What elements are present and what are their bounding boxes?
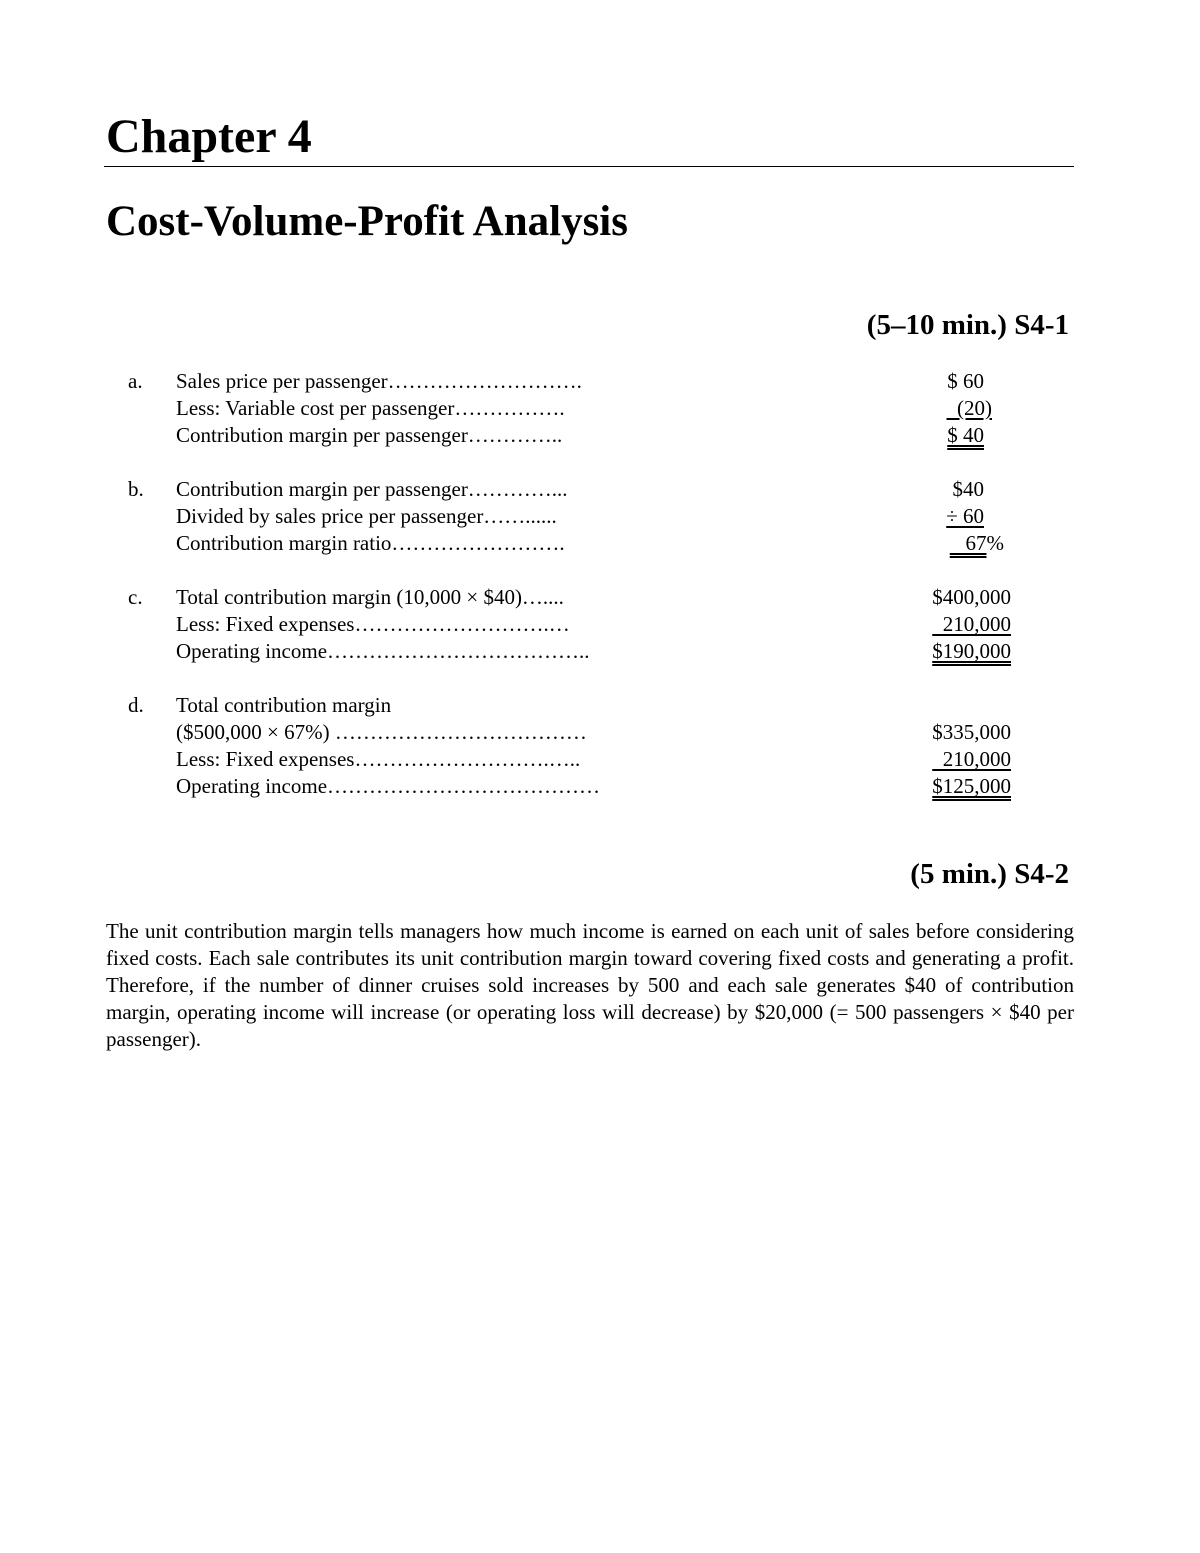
part-d-row-3 — [0, 746, 1200, 773]
row-label: Contribution margin per passenger………….. — [176, 423, 563, 447]
row-value: $400,000 — [932, 585, 1011, 609]
row-value: 67 — [949, 531, 987, 555]
row-value: $190,000 — [932, 639, 1011, 663]
title-rule — [104, 166, 1074, 167]
row-value: ÷ 60 — [946, 504, 984, 528]
row-label: Total contribution margin (10,000 × $40)….... — [176, 585, 564, 609]
row-label: Less: Fixed expenses……………………….….. — [176, 747, 581, 771]
part-letter: d. — [128, 693, 144, 717]
row-label: Less: Variable cost per passenger……………. — [176, 396, 565, 420]
exercise-heading-s4-1: (5–10 min.) S4-1 — [866, 309, 1069, 341]
part-a-row-2 — [0, 395, 1200, 422]
row-value: $335,000 — [932, 720, 1011, 744]
part-letter: b. — [128, 477, 144, 501]
part-letter: c. — [128, 585, 143, 609]
row-label: Total contribution margin — [176, 693, 392, 717]
part-a-row-1 — [0, 368, 1200, 395]
row-label: Operating income………………………………… — [176, 774, 601, 798]
exercise-s4-2-paragraph: The unit contribution margin tells managers how much income is earned on each unit of sales before considering fixed costs. Each sale contributes its unit contribution margin toward covering fixed costs and generating a profit. Therefore, if the number of dinner cruises sold increases by 500 and each sale generates $40 of contribution margin, operating income will increase (or operating loss will decrease) by $20,000 (= 500 passengers × $40 per passenger). — [106, 919, 1074, 1051]
part-b-row-1 — [0, 476, 1200, 503]
chapter-title: Chapter 4 — [106, 110, 312, 163]
row-label: Sales price per passenger………………………. — [176, 369, 582, 393]
percent-sign: % — [986, 531, 1004, 555]
part-b-row-3 — [0, 530, 1200, 557]
row-label: Operating income……………………………….. — [176, 639, 590, 663]
row-value: (20) — [946, 396, 992, 420]
part-b-row-2 — [0, 503, 1200, 530]
row-label: Less: Fixed expenses……………………….… — [176, 612, 570, 636]
part-c-row-3 — [0, 638, 1200, 665]
contribution-margin-ratio — [950, 530, 1004, 557]
part-a-row-3 — [0, 422, 1200, 449]
part-d-row-4 — [0, 773, 1200, 800]
row-value: $40 — [952, 477, 984, 501]
part-c-row-2 — [0, 611, 1200, 638]
row-label: Divided by sales price per passenger……...... — [176, 504, 557, 528]
row-label: Contribution margin ratio……………………. — [176, 531, 565, 555]
chapter-subtitle: Cost-Volume-Profit Analysis — [106, 198, 628, 245]
part-d-row-1 — [0, 692, 1200, 719]
row-value: 210,000 — [932, 747, 1011, 771]
part-c-row-1 — [0, 584, 1200, 611]
part-d-row-2 — [0, 719, 1200, 746]
part-letter: a. — [128, 369, 143, 393]
exercise-heading-s4-2: (5 min.) S4-2 — [910, 858, 1069, 890]
row-value: $125,000 — [932, 774, 1011, 798]
row-label: Contribution margin per passenger…………... — [176, 477, 568, 501]
row-value: $ 40 — [947, 423, 984, 447]
row-value: $ 60 — [947, 369, 984, 393]
row-label: ($500,000 × 67%) ……………………………… — [176, 720, 587, 744]
row-value: 210,000 — [932, 612, 1011, 636]
